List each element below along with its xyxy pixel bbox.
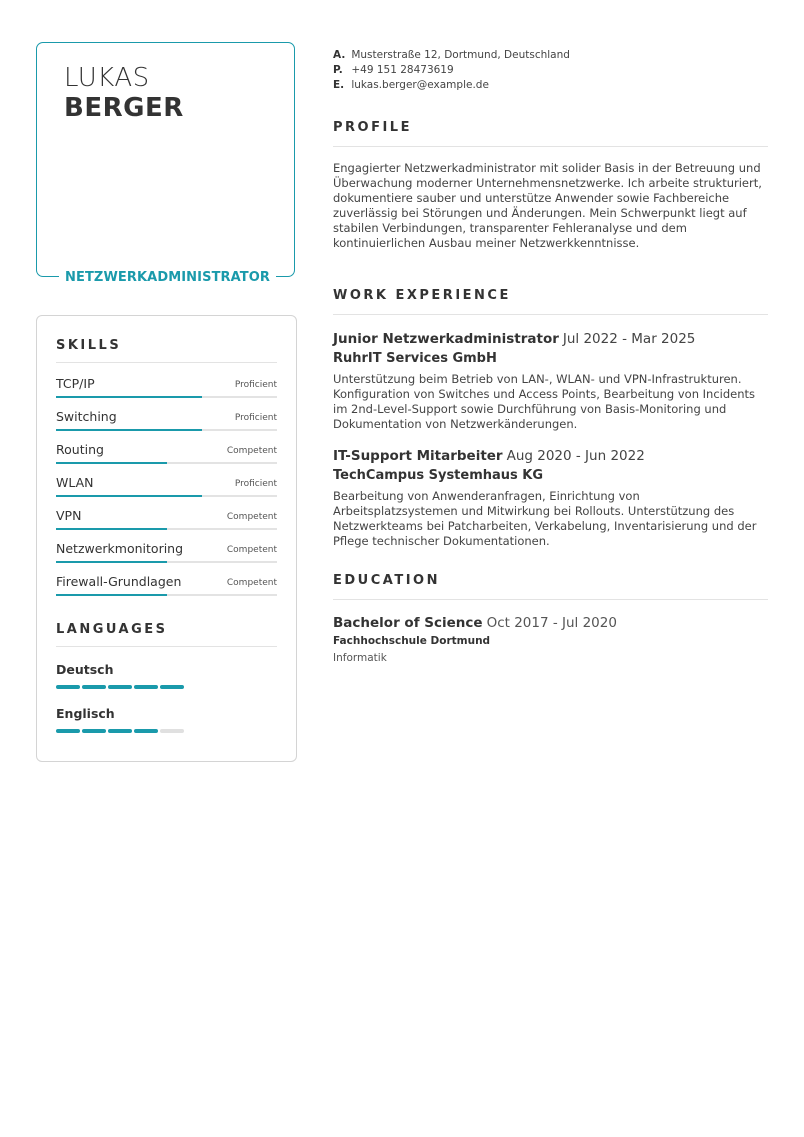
field-of-study: Informatik	[333, 652, 387, 664]
contact-address	[333, 48, 768, 63]
email-label: E.	[333, 79, 345, 91]
language-rating	[56, 685, 184, 689]
skill-row	[56, 467, 277, 500]
rating-segment	[134, 685, 158, 689]
skill-level: Proficient	[234, 380, 277, 390]
skill-name: Netzwerkmonitoring	[56, 541, 184, 556]
rating-segment	[160, 729, 184, 733]
profile-section	[333, 120, 768, 251]
rating-segment	[82, 729, 106, 733]
experience-section	[333, 288, 768, 549]
job-title: NETZWERKADMINISTRATOR	[59, 270, 276, 285]
skill-level: Proficient	[234, 479, 277, 489]
education-heading: EDUCATION	[333, 573, 768, 600]
job-position: IT-Support Mitarbeiter	[333, 448, 503, 464]
language-rating	[56, 729, 184, 733]
education-section	[333, 573, 768, 667]
job-list	[333, 329, 768, 549]
language-row	[56, 662, 277, 691]
skill-bar-fill	[56, 495, 202, 497]
language-name: Englisch	[56, 706, 115, 721]
experience-heading: WORK EXPERIENCE	[333, 288, 768, 315]
skill-name: Switching	[56, 409, 117, 424]
job-header	[333, 329, 768, 349]
school: Fachhochschule Dortmund	[333, 635, 491, 647]
phone-label: P.	[333, 64, 343, 76]
rating-segment	[56, 729, 80, 733]
name-card	[36, 42, 295, 285]
languages-list	[56, 662, 277, 735]
skill-name: VPN	[56, 508, 82, 523]
rating-segment	[56, 685, 80, 689]
skill-level: Proficient	[234, 413, 277, 423]
skill-bar-track	[56, 396, 277, 398]
rating-segment	[160, 685, 184, 689]
job-entry	[333, 446, 768, 549]
skill-name: TCP/IP	[56, 376, 95, 391]
skill-row	[56, 368, 277, 401]
sidebar-card	[36, 315, 297, 762]
phone-value: +49 151 28473619	[351, 64, 454, 76]
skill-bar-fill	[56, 528, 167, 530]
skill-bar-track	[56, 429, 277, 431]
rating-segment	[134, 729, 158, 733]
skill-bar-track	[56, 495, 277, 497]
address-value: Musterstraße 12, Dortmund, Deutschland	[351, 49, 570, 61]
skill-bar-fill	[56, 396, 202, 398]
skill-bar-track	[56, 462, 277, 464]
skill-row	[56, 533, 277, 566]
company-name: TechCampus Systemhaus KG	[333, 468, 544, 483]
skill-level: Competent	[226, 545, 277, 555]
skill-row	[56, 500, 277, 533]
skill-bar-fill	[56, 594, 167, 596]
job-entry	[333, 329, 768, 432]
job-position: Junior Netzwerkadministrator	[333, 331, 559, 347]
education-dates: Oct 2017 - Jul 2020	[486, 615, 617, 631]
job-description: Unterstützung beim Betrieb von LAN-, WLAN- und VPN-Infrastrukturen. Konfiguration von Switches und Access Points, Bearbeitung von Incidents im 2nd-Level-Support sowie Durchführung von Basis-Monitoring und Dokumentation von Netzwerkänderungen.	[333, 372, 756, 431]
job-dates: Jul 2022 - Mar 2025	[562, 331, 696, 347]
languages-heading: LANGUAGES	[56, 622, 277, 647]
rating-segment	[108, 729, 132, 733]
skill-bar-fill	[56, 561, 167, 563]
skill-level: Competent	[226, 446, 277, 456]
last-name: BERGER	[64, 93, 184, 123]
skill-name: Routing	[56, 442, 104, 457]
skills-list	[56, 368, 277, 599]
skill-level: Competent	[226, 512, 277, 522]
company-name: RuhrIT Services GmbH	[333, 351, 497, 366]
job-dates: Aug 2020 - Jun 2022	[506, 448, 645, 464]
degree: Bachelor of Science	[333, 615, 483, 631]
skill-level: Competent	[226, 578, 277, 588]
language-row	[56, 706, 277, 735]
skill-row	[56, 434, 277, 467]
skill-bar-track	[56, 561, 277, 563]
skill-bar-track	[56, 528, 277, 530]
rating-segment	[108, 685, 132, 689]
contact-email	[333, 78, 768, 93]
main-content	[333, 48, 768, 667]
address-label: A.	[333, 49, 346, 61]
skill-bar-fill	[56, 462, 167, 464]
skill-name: WLAN	[56, 475, 94, 490]
contact-phone	[333, 63, 768, 78]
email-value: lukas.berger@example.de	[351, 79, 489, 91]
education-entry	[333, 613, 768, 633]
profile-heading: PROFILE	[333, 120, 768, 147]
skill-name: Firewall-Grundlagen	[56, 574, 182, 589]
language-name: Deutsch	[56, 662, 114, 677]
job-description: Bearbeitung von Anwenderanfragen, Einrichtung von Arbeitsplatzsystemen und Mitwirkung bei Rollouts. Unterstützung des Netzwerkteams bei Patcharbeiten, Verkabelung, Inventarisierung und der Pflege technischer Dokumentationen.	[333, 489, 757, 548]
rating-segment	[82, 685, 106, 689]
skill-row	[56, 566, 277, 599]
skill-bar-track	[56, 594, 277, 596]
first-name: LUKAS	[64, 63, 150, 93]
profile-text: Engagierter Netzwerkadministrator mit solider Basis in der Betreuung und Überwachung moderner Unternehmensnetzwerke. Ich arbeite strukturiert, dokumentiere sauber und unterstütze Anwender sowie Fachbereiche zuverlässig bei Störungen und Änderungen. Mein Schwerpunkt liegt auf stabilen Verbindungen, transparenter Fehleranalyse und dem kontinuierlichen Ausbau meiner Netzwerkkenntnisse.	[333, 161, 762, 250]
skills-heading: SKILLS	[56, 338, 277, 363]
contact-block	[333, 48, 768, 93]
skill-row	[56, 401, 277, 434]
skill-bar-fill	[56, 429, 202, 431]
job-header	[333, 446, 768, 466]
